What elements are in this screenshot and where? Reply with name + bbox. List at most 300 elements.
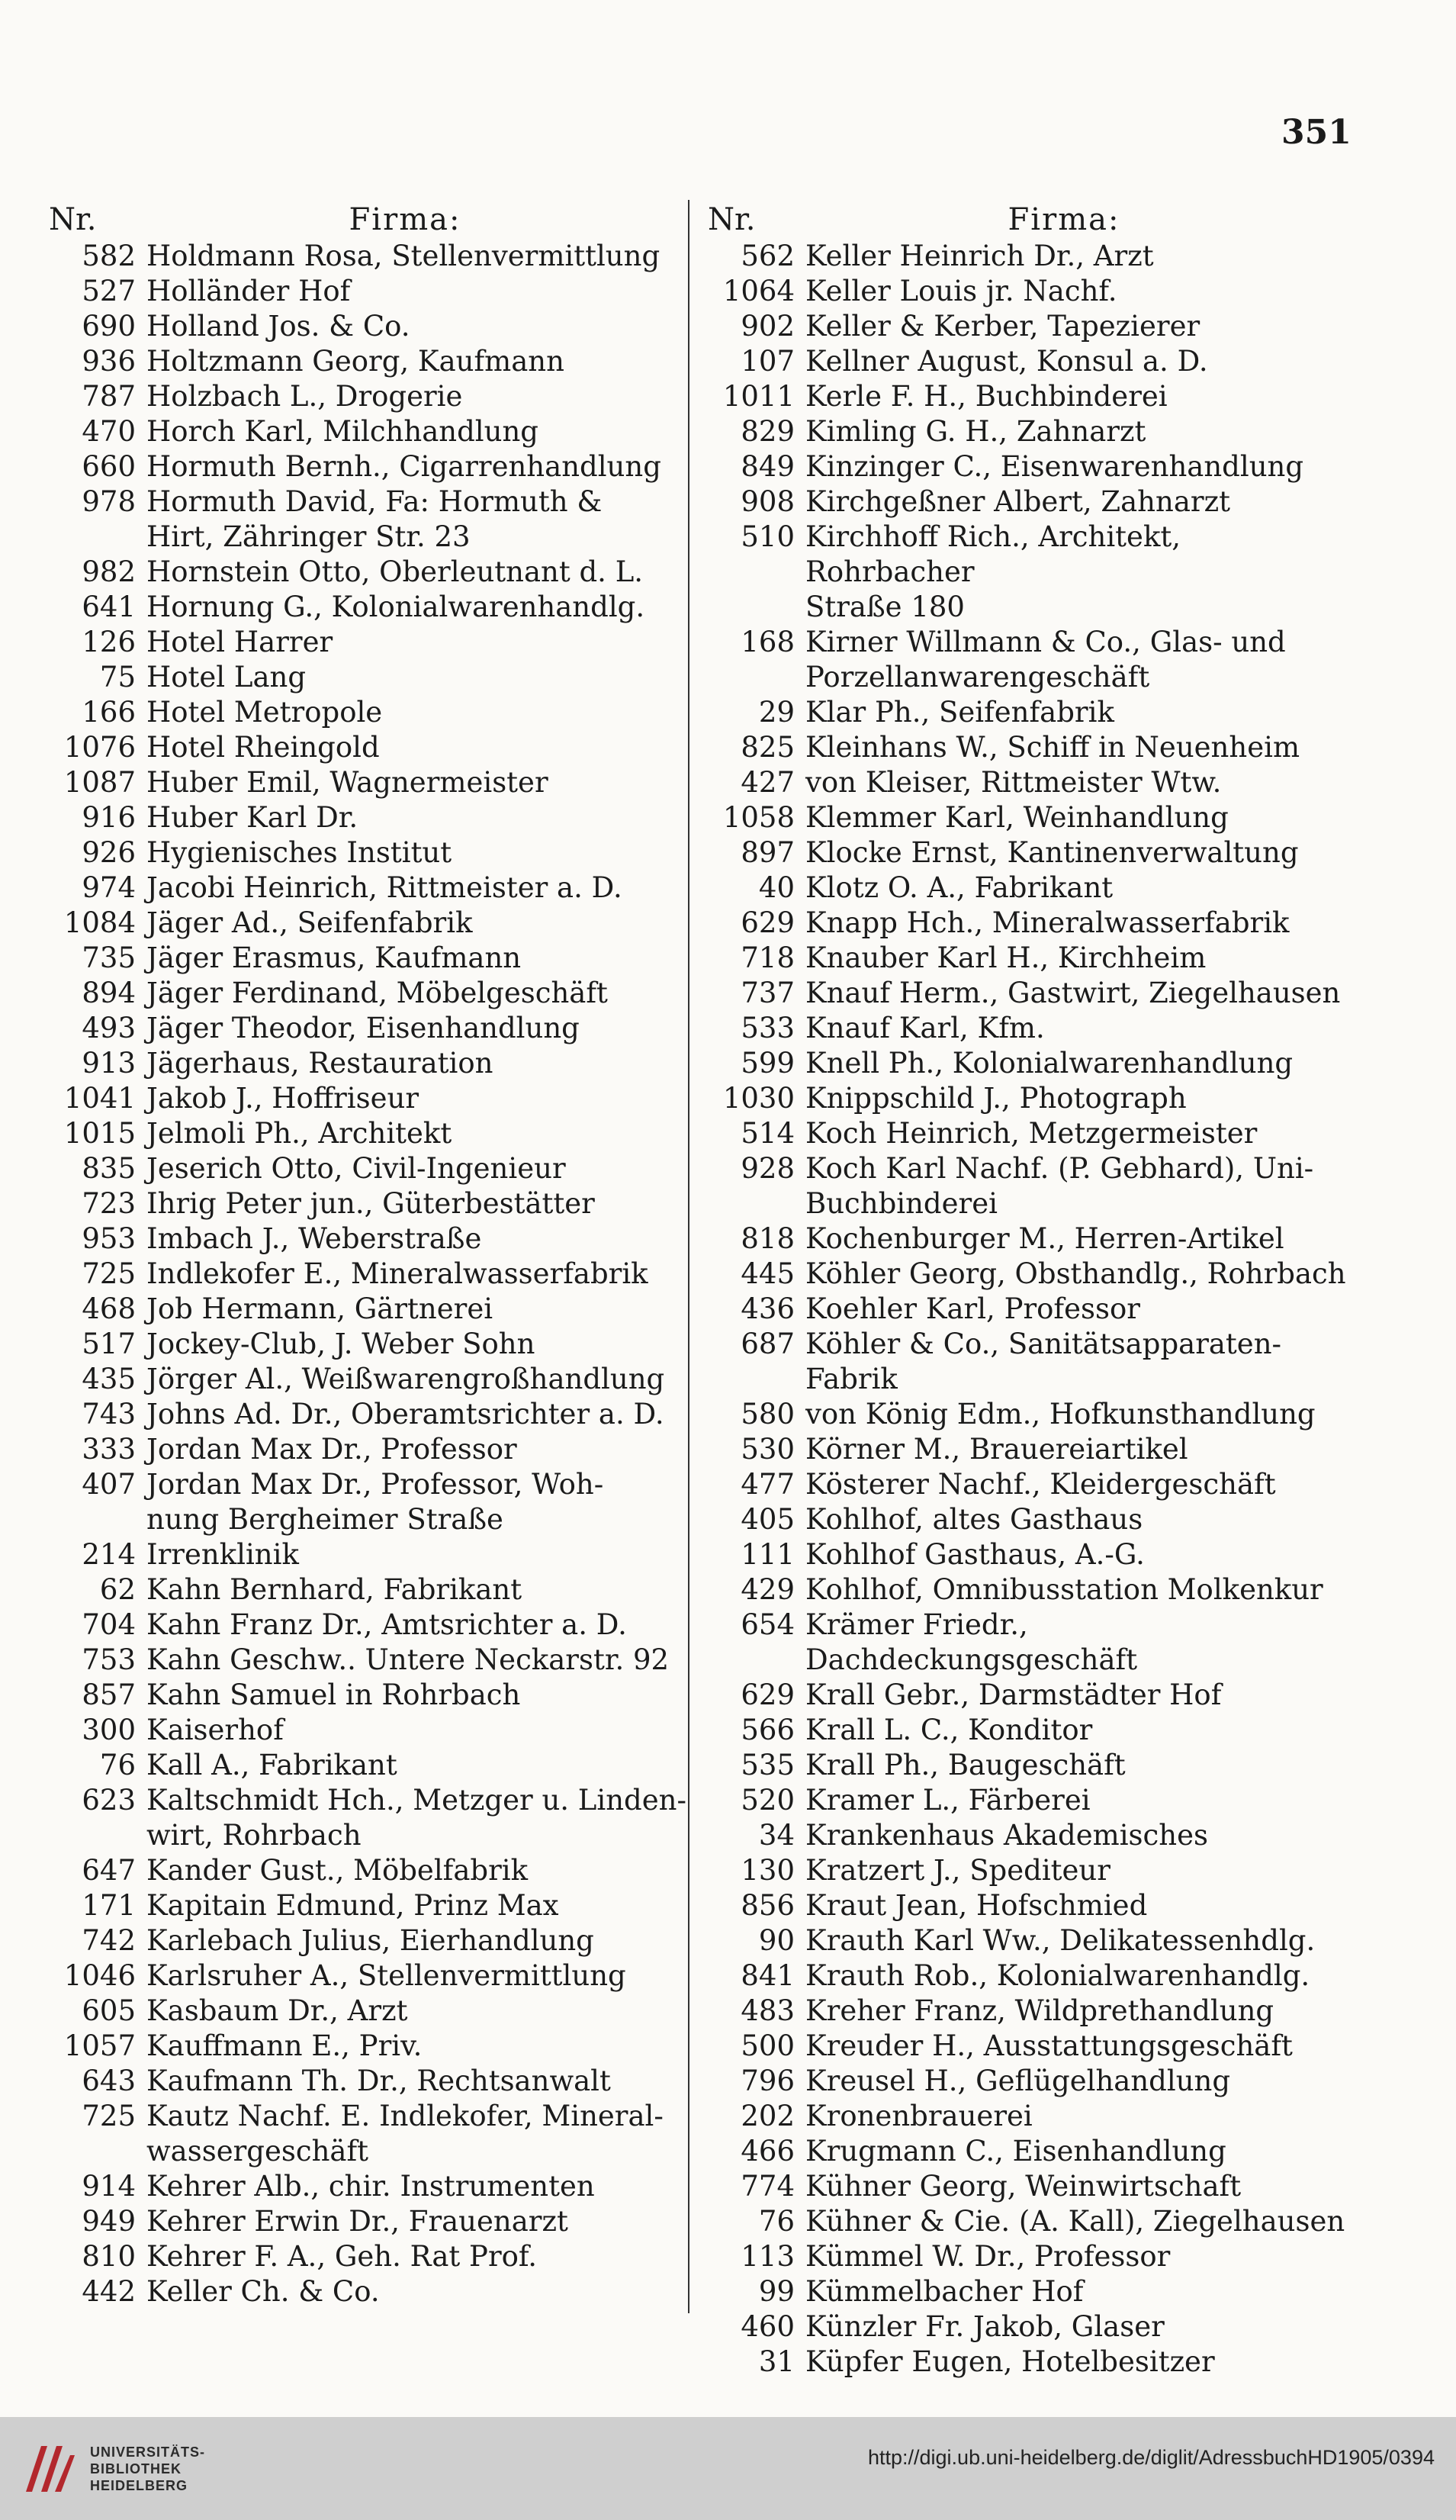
directory-entry [699, 1923, 1347, 1958]
entry-number: 982 [82, 555, 136, 588]
entry-firm-name: Kehrer F. A., Geh. Rat Prof. [146, 2240, 538, 2273]
entry-firm-name: Huber Emil, Wagnermeister [146, 766, 548, 799]
directory-entry [699, 1467, 1347, 1502]
entry-number: 582 [82, 240, 136, 272]
left-column [40, 195, 688, 2309]
entry-firm-name: Kraut Jean, Hofschmied [805, 1889, 1148, 1922]
entry-firm-name: Kasbaum Dr., Arzt [146, 1994, 408, 2027]
directory-entry [40, 1432, 688, 1467]
directory-entry [40, 1151, 688, 1186]
entry-firm-name: Hotel Lang [146, 661, 307, 694]
entry-number: 856 [741, 1889, 795, 1922]
directory-entry [699, 1081, 1347, 1116]
entry-firm-name: Ihrig Peter jun., Güterbestätter [146, 1187, 595, 1220]
entry-firm-name: Keller & Kerber, Tapezierer [805, 310, 1200, 343]
entry-firm-name: Krall Ph., Baugeschäft [805, 1749, 1126, 1781]
entry-firm-name: Krankenhaus Akademisches [805, 1819, 1208, 1852]
directory-entry [699, 239, 1347, 274]
entry-firm-name: Jordan Max Dr., Professor, Woh- nung Bergheimer Straße [146, 1468, 604, 1536]
entry-number: 405 [741, 1503, 795, 1536]
entry-number: 407 [82, 1468, 136, 1501]
entry-firm-name: Kinzinger C., Eisenwarenhandlung [805, 450, 1304, 483]
entry-firm-name: Krall L. C., Konditor [805, 1714, 1093, 1746]
entry-number: 126 [82, 626, 136, 658]
directory-entry [699, 1888, 1347, 1923]
entry-firm-name: Huber Karl Dr. [146, 801, 358, 834]
directory-entry [40, 730, 688, 765]
directory-entry [40, 1608, 688, 1643]
directory-entry [699, 2169, 1347, 2204]
directory-entry [40, 800, 688, 835]
entry-number: 76 [99, 1749, 136, 1781]
entry-firm-name: Knell Ph., Kolonialwarenhandlung [805, 1047, 1294, 1080]
entry-number: 107 [741, 345, 795, 378]
entry-number: 704 [82, 1608, 136, 1641]
entry-firm-name: Kreher Franz, Wildprethandlung [805, 1994, 1274, 2027]
entry-number: 113 [741, 2240, 795, 2273]
entry-number: 62 [99, 1573, 136, 1606]
library-name-line: HEIDELBERG [90, 2478, 188, 2493]
directory-entry [40, 2274, 688, 2309]
entry-number: 1041 [63, 1082, 136, 1115]
entry-firm-name: Kander Gust., Möbelfabrik [146, 1854, 529, 1887]
entry-number: 533 [741, 1012, 795, 1044]
directory-entry [699, 1397, 1347, 1432]
directory-entry [40, 835, 688, 871]
directory-entry [40, 1186, 688, 1221]
directory-entry [699, 1502, 1347, 1537]
directory-entry [40, 1081, 688, 1116]
entry-number: 29 [758, 696, 795, 729]
entry-firm-name: Kahn Franz Dr., Amtsrichter a. D. [146, 1608, 627, 1641]
directory-entry [699, 1783, 1347, 1818]
entry-number: 894 [82, 977, 136, 1009]
entry-number: 753 [82, 1643, 136, 1676]
nr-header: Nr. [49, 202, 97, 237]
directory-entry [40, 484, 688, 555]
entry-firm-name: Klocke Ernst, Kantinenverwaltung [805, 836, 1299, 869]
entry-number: 214 [82, 1538, 136, 1571]
entry-number: 130 [741, 1854, 795, 1887]
entry-firm-name: Kösterer Nachf., Kleidergeschäft [805, 1468, 1276, 1501]
page-number: 351 [1281, 113, 1352, 152]
entry-number: 435 [82, 1363, 136, 1395]
directory-entry [40, 1572, 688, 1608]
directory-entry [699, 1958, 1347, 1994]
entry-firm-name: Holländer Hof [146, 275, 351, 307]
entry-firm-name: Kohlhof, altes Gasthaus [805, 1503, 1143, 1536]
entry-firm-name: Kautz Nachf. E. Indlekofer, Mineral- wassergeschäft [146, 2100, 664, 2168]
entry-firm-name: Jeserich Otto, Civil-Ingenieur [146, 1152, 566, 1185]
entry-number: 742 [82, 1924, 136, 1957]
entry-firm-name: Kleinhans W., Schiff in Neuenheim [805, 731, 1300, 764]
entry-firm-name: Kronenbrauerei [805, 2100, 1033, 2132]
entry-number: 1015 [63, 1117, 136, 1150]
directory-entry [699, 976, 1347, 1011]
entry-number: 562 [741, 240, 795, 272]
entry-number: 1030 [722, 1082, 795, 1115]
entry-firm-name: Krall Gebr., Darmstädter Hof [805, 1678, 1222, 1711]
directory-entry [40, 1257, 688, 1292]
entry-number: 818 [741, 1222, 795, 1255]
entry-firm-name: Keller Ch. & Co. [146, 2275, 380, 2308]
entry-firm-name: Hormuth David, Fa: Hormuth & Hirt, Zähringer Str. 23 [146, 485, 603, 553]
entry-firm-name: Kohlhof Gasthaus, A.-G. [805, 1538, 1145, 1571]
directory-entry [40, 660, 688, 695]
directory-entry [40, 1011, 688, 1046]
entry-number: 1084 [63, 906, 136, 939]
directory-entry [40, 1713, 688, 1748]
library-logo[interactable] [18, 2438, 205, 2499]
entry-firm-name: Kümmelbacher Hof [805, 2275, 1084, 2308]
entry-number: 774 [741, 2170, 795, 2203]
entry-firm-name: Kreuder H., Ausstattungsgeschäft [805, 2029, 1293, 2062]
entry-firm-name: Kirchhoff Rich., Architekt, Rohrbacher Straße 180 [805, 520, 1181, 623]
entry-number: 470 [82, 415, 136, 448]
directory-entry [699, 2064, 1347, 2099]
entry-firm-name: Jelmoli Ph., Architekt [146, 1117, 452, 1150]
entry-number: 1064 [722, 275, 795, 307]
entry-firm-name: Hotel Harrer [146, 626, 333, 658]
entry-firm-name: Horch Karl, Milchhandlung [146, 415, 538, 448]
entry-number: 166 [82, 696, 136, 729]
entry-firm-name: Kaltschmidt Hch., Metzger u. Linden- wirt, Rohrbach [146, 1784, 686, 1852]
entry-number: 641 [82, 591, 136, 623]
entry-number: 530 [741, 1433, 795, 1466]
entry-firm-name: Krauth Rob., Kolonialwarenhandlg. [805, 1959, 1310, 1992]
entry-firm-name: Köhler & Co., Sanitätsapparaten- Fabrik [805, 1328, 1282, 1395]
entry-firm-name: Jordan Max Dr., Professor [146, 1433, 517, 1466]
directory-entry [40, 555, 688, 590]
directory-entry [40, 1994, 688, 2029]
directory-entry [40, 2029, 688, 2064]
directory-entry [699, 695, 1347, 730]
entry-number: 466 [741, 2135, 795, 2168]
entry-number: 1057 [63, 2029, 136, 2062]
entry-firm-name: Koch Heinrich, Metzgermeister [805, 1117, 1258, 1150]
entry-number: 849 [741, 450, 795, 483]
entry-number: 300 [82, 1714, 136, 1746]
entry-firm-name: Kaufmann Th. Dr., Rechtsanwalt [146, 2065, 611, 2097]
entry-firm-name: Hornung G., Kolonialwarenhandlg. [146, 591, 645, 623]
directory-entry [699, 730, 1347, 765]
entry-number: 629 [741, 906, 795, 939]
entry-firm-name: Kehrer Erwin Dr., Frauenarzt [146, 2205, 568, 2238]
entry-number: 735 [82, 941, 136, 974]
entry-number: 723 [82, 1187, 136, 1220]
entry-number: 599 [741, 1047, 795, 1080]
entry-firm-name: Hotel Metropole [146, 696, 383, 729]
directory-entry [699, 1537, 1347, 1572]
entry-number: 436 [741, 1292, 795, 1325]
directory-entry [699, 1292, 1347, 1327]
entry-firm-name: Knauber Karl H., Kirchheim [805, 941, 1207, 974]
column-divider [688, 200, 689, 2313]
entry-firm-name: von König Edm., Hofkunsthandlung [805, 1398, 1316, 1431]
entry-firm-name: Kreusel H., Geflügelhandlung [805, 2065, 1231, 2097]
entry-number: 535 [741, 1749, 795, 1781]
entry-firm-name: Karlsruher A., Stellenvermittlung [146, 1959, 626, 1992]
entry-number: 510 [741, 520, 795, 553]
entry-firm-name: Knapp Hch., Mineralwasserfabrik [805, 906, 1290, 939]
entry-firm-name: Jägerhaus, Restauration [146, 1047, 493, 1080]
firma-header: Firma: [1008, 202, 1120, 237]
entry-firm-name: Kahn Samuel in Rohrbach [146, 1678, 521, 1711]
entry-number: 953 [82, 1222, 136, 1255]
entry-number: 429 [741, 1573, 795, 1606]
directory-entry [40, 1783, 688, 1853]
directory-entry [699, 2204, 1347, 2239]
entry-firm-name: Kehrer Alb., chir. Instrumenten [146, 2170, 595, 2203]
directory-entry [699, 1046, 1347, 1081]
directory-entry [699, 1608, 1347, 1678]
directory-entry [40, 941, 688, 976]
entry-firm-name: Jäger Erasmus, Kaufmann [146, 941, 522, 974]
directory-entry [40, 1537, 688, 1572]
entry-number: 796 [741, 2065, 795, 2097]
directory-entry [699, 1011, 1347, 1046]
entry-number: 500 [741, 2029, 795, 2062]
directory-entry [699, 906, 1347, 941]
entry-number: 1087 [63, 766, 136, 799]
directory-entry [699, 274, 1347, 309]
entry-number: 825 [741, 731, 795, 764]
entry-firm-name: Holzbach L., Drogerie [146, 380, 463, 413]
entry-number: 949 [82, 2205, 136, 2238]
entry-number: 566 [741, 1714, 795, 1746]
entry-number: 111 [741, 1538, 795, 1571]
entry-firm-name: Kratzert J., Spediteur [805, 1854, 1110, 1887]
entry-number: 34 [758, 1819, 795, 1852]
entry-firm-name: Jäger Ad., Seifenfabrik [146, 906, 473, 939]
directory-entry [40, 379, 688, 414]
entry-firm-name: Krämer Friedr., Dachdeckungsgeschäft [805, 1608, 1138, 1676]
entry-number: 477 [741, 1468, 795, 1501]
entry-firm-name: Klar Ph., Seifenfabrik [805, 696, 1114, 729]
directory-entry [40, 1678, 688, 1713]
entry-number: 725 [82, 2100, 136, 2132]
entry-number: 1058 [722, 801, 795, 834]
directory-entry [40, 1643, 688, 1678]
entry-number: 605 [82, 1994, 136, 2027]
entry-number: 902 [741, 310, 795, 343]
entry-number: 737 [741, 977, 795, 1009]
directory-entry [40, 309, 688, 344]
entry-firm-name: Kerle F. H., Buchbinderei [805, 380, 1168, 413]
entry-number: 725 [82, 1257, 136, 1290]
entry-number: 514 [741, 1117, 795, 1150]
entry-firm-name: Keller Louis jr. Nachf. [805, 275, 1117, 307]
directory-entry [699, 1151, 1347, 1221]
directory-entry [699, 1116, 1347, 1151]
directory-entry [699, 2029, 1347, 2064]
directory-entry [40, 1888, 688, 1923]
directory-entry [40, 590, 688, 625]
entry-number: 654 [741, 1608, 795, 1641]
entry-firm-name: Kohlhof, Omnibusstation Molkenkur [805, 1573, 1323, 1606]
entry-number: 690 [82, 310, 136, 343]
directory-entry [40, 765, 688, 800]
directory-entry [40, 449, 688, 484]
directory-entry [699, 414, 1347, 449]
directory-entry [699, 800, 1347, 835]
entry-number: 1011 [722, 380, 795, 413]
directory-entry [699, 1748, 1347, 1783]
entry-firm-name: Krugmann C., Eisenhandlung [805, 2135, 1226, 2168]
directory-entry [699, 484, 1347, 520]
entry-number: 171 [82, 1889, 136, 1922]
entry-number: 841 [741, 1959, 795, 1992]
directory-entry [699, 1994, 1347, 2029]
source-url-link[interactable]: http://digi.ub.uni-heidelberg.de/diglit/AdressbuchHD1905/0394 [867, 2446, 1435, 2469]
entry-firm-name: Koehler Karl, Professor [805, 1292, 1140, 1325]
entry-number: 623 [82, 1784, 136, 1817]
entry-firm-name: Holland Jos. & Co. [146, 310, 410, 343]
directory-entry [40, 2204, 688, 2239]
directory-entry [699, 1432, 1347, 1467]
library-name-line: BIBLIOTHEK [90, 2461, 182, 2477]
entry-number: 978 [82, 485, 136, 518]
entry-firm-name: Köhler Georg, Obsthandlg., Rohrbach [805, 1257, 1346, 1290]
directory-entry [699, 765, 1347, 800]
entry-firm-name: Hormuth Bernh., Cigarrenhandlung [146, 450, 661, 483]
directory-entry [699, 2134, 1347, 2169]
entry-number: 483 [741, 1994, 795, 2027]
entry-number: 835 [82, 1152, 136, 1185]
directory-entry [40, 976, 688, 1011]
entry-firm-name: Kahn Bernhard, Fabrikant [146, 1573, 522, 1606]
entry-firm-name: Körner M., Brauereiartikel [805, 1433, 1188, 1466]
nr-header: Nr. [708, 202, 756, 237]
library-name-line: UNIVERSITÄTS- [90, 2444, 206, 2460]
entry-firm-name: Holtzmann Georg, Kaufmann [146, 345, 564, 378]
entry-number: 445 [741, 1257, 795, 1290]
entry-firm-name: Kramer L., Färberei [805, 1784, 1091, 1817]
entry-firm-name: Kirner Willmann & Co., Glas- und Porzellanwarengeschäft [805, 626, 1286, 694]
entry-number: 520 [741, 1784, 795, 1817]
directory-entry [699, 871, 1347, 906]
entry-number: 687 [741, 1328, 795, 1360]
entry-firm-name: Kellner August, Konsul a. D. [805, 345, 1208, 378]
entry-number: 1076 [63, 731, 136, 764]
entry-firm-name: Koch Karl Nachf. (P. Gebhard), Uni- Buchbinderei [805, 1152, 1314, 1220]
firma-header: Firma: [349, 202, 461, 237]
entry-number: 493 [82, 1012, 136, 1044]
entry-number: 647 [82, 1854, 136, 1887]
entry-number: 527 [82, 275, 136, 307]
entry-firm-name: Imbach J., Weberstraße [146, 1222, 482, 1255]
entry-firm-name: Küpfer Eugen, Hotelbesitzer [805, 2345, 1215, 2378]
directory-entry [40, 1116, 688, 1151]
entry-number: 743 [82, 1398, 136, 1431]
entry-number: 928 [741, 1152, 795, 1185]
entry-firm-name: Holdmann Rosa, Stellenvermittlung [146, 240, 661, 272]
entry-firm-name: Irrenklinik [146, 1538, 299, 1571]
entry-firm-name: Jacobi Heinrich, Rittmeister a. D. [146, 871, 622, 904]
directory-entry [699, 379, 1347, 414]
entry-firm-name: Jäger Ferdinand, Möbelgeschäft [146, 977, 608, 1009]
left-entry-list [40, 239, 688, 2309]
entry-number: 718 [741, 941, 795, 974]
entry-number: 168 [741, 626, 795, 658]
entry-firm-name: Klemmer Karl, Weinhandlung [805, 801, 1229, 834]
directory-entry [40, 274, 688, 309]
directory-entry [699, 309, 1347, 344]
directory-entry [40, 1958, 688, 1994]
entry-firm-name: Kall A., Fabrikant [146, 1749, 397, 1781]
directory-entry [40, 1362, 688, 1397]
entry-firm-name: Kapitain Edmund, Prinz Max [146, 1889, 559, 1922]
entry-number: 99 [758, 2275, 795, 2308]
entry-number: 75 [99, 661, 136, 694]
entry-number: 76 [758, 2205, 795, 2238]
directory-entry [40, 1221, 688, 1257]
entry-firm-name: Krauth Karl Ww., Delikatessenhdlg. [805, 1924, 1316, 1957]
entry-firm-name: Kochenburger M., Herren-Artikel [805, 1222, 1284, 1255]
directory-entry [40, 1748, 688, 1783]
directory-entry [699, 2274, 1347, 2309]
library-name [90, 2444, 205, 2494]
entry-firm-name: Karlebach Julius, Eierhandlung [146, 1924, 594, 1957]
directory-entry [699, 625, 1347, 695]
directory-entry [699, 520, 1347, 625]
directory-entry [699, 835, 1347, 871]
entry-firm-name: von Kleiser, Rittmeister Wtw. [805, 766, 1222, 799]
entry-firm-name: Künzler Fr. Jakob, Glaser [805, 2310, 1165, 2343]
entry-firm-name: Keller Heinrich Dr., Arzt [805, 240, 1154, 272]
directory-entry [699, 449, 1347, 484]
entry-firm-name: Hornstein Otto, Oberleutnant d. L. [146, 555, 644, 588]
entry-firm-name: Kirchgeßner Albert, Zahnarzt [805, 485, 1230, 518]
entry-firm-name: Hygienisches Institut [146, 836, 452, 869]
left-column-header [40, 195, 688, 239]
entry-number: 643 [82, 2065, 136, 2097]
entry-firm-name: Klotz O. A., Fabrikant [805, 871, 1114, 904]
directory-entry [40, 2169, 688, 2204]
entry-number: 460 [741, 2310, 795, 2343]
entry-number: 897 [741, 836, 795, 869]
directory-entry [699, 1853, 1347, 1888]
directory-entry [699, 1572, 1347, 1608]
directory-entry [699, 2309, 1347, 2345]
entry-number: 517 [82, 1328, 136, 1360]
directory-entry [40, 239, 688, 274]
entry-number: 787 [82, 380, 136, 413]
entry-firm-name: Johns Ad. Dr., Oberamtsrichter a. D. [146, 1398, 664, 1431]
directory-entry [699, 941, 1347, 976]
directory-entry [699, 344, 1347, 379]
entry-number: 333 [82, 1433, 136, 1466]
entry-firm-name: Job Hermann, Gärtnerei [146, 1292, 493, 1325]
directory-entry [699, 1221, 1347, 1257]
entry-number: 427 [741, 766, 795, 799]
directory-entry [699, 2239, 1347, 2274]
entry-number: 829 [741, 415, 795, 448]
directory-entry [40, 1923, 688, 1958]
entry-number: 926 [82, 836, 136, 869]
entry-firm-name: Knauf Karl, Kfm. [805, 1012, 1045, 1044]
directory-entry [40, 625, 688, 660]
directory-entry [40, 2099, 688, 2169]
entry-firm-name: Jockey-Club, J. Weber Sohn [146, 1328, 535, 1360]
entry-number: 202 [741, 2100, 795, 2132]
entry-number: 936 [82, 345, 136, 378]
entry-number: 31 [758, 2345, 795, 2378]
entry-firm-name: Kahn Geschw.. Untere Neckarstr. 92 [146, 1643, 670, 1676]
directory-entry [699, 1678, 1347, 1713]
entry-number: 629 [741, 1678, 795, 1711]
right-column [699, 195, 1347, 2380]
